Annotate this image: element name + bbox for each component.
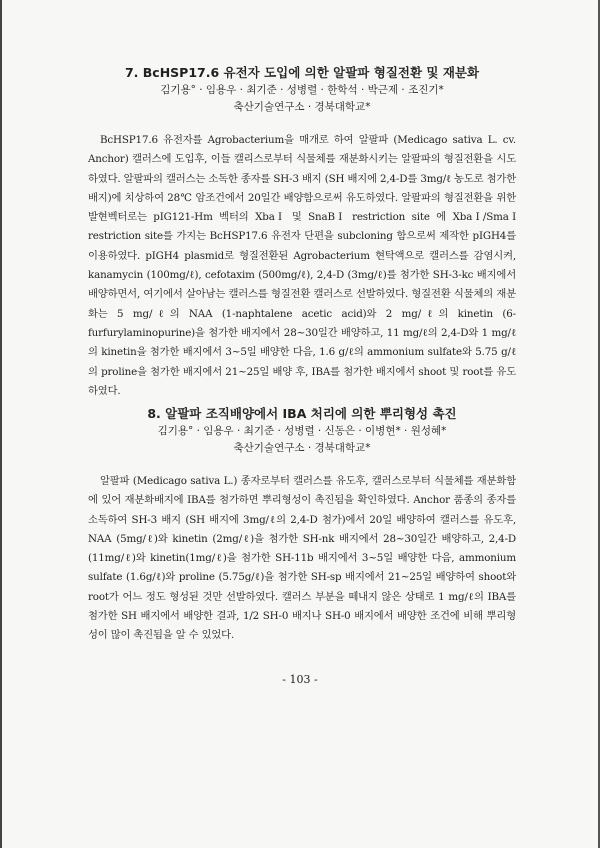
section-7-paragraph: BcHSP17.6 유전자를 Agrobacterium을 매개로 하여 알팔파 (Medicago sativa L. cv. Anchor) 캘러스에 도입후, 이들 캘리스로부터 식물체를 재분화시키는 알팔파의 형질전환을 시도하였다. 알팔파의 캘러스는 소독한 종자를 SH-3 배지 (SH 배지에 2,4-D를 3mg/ℓ 농도로 첨가한 배지)에 치상하여 28℃ 암조건에서 20일간 배양함으로써 유도하였다. 알팔파의 형질전환을 위한 발현벡터로는 pIG121-Hm 벡터의 XbaⅠ 및 SnaBⅠ restriction site 에 XbaⅠ/SmaⅠ restriction site를 가지는 BcHSP17.6 유전자 단편을 subcloning 함으로써 제작한 pIGH4를 이용하였다. pIGH4 plasmid로 형질전환된 Agrobacterium 현탁액으로 캘러스를 감염시켜, kanamycin (100mg/ℓ), cefotaxim (500mg/ℓ), 2,4-D (3mg/ℓ)를 첨가한 SH-3-kc 배지에서 배양하면서, 여기에서 살아남는 캘러스를 형질전환 캘러스로 선발하였다. 형질전환 식물체의 재분화는 5 mg/ℓ의 NAA (1-naphtalene acetic acid)와 2 mg/ℓ의 kinetin (6-furfurylaminopurine)을 첨가한 배지에서 28~30일간 배양하고, 11 mg/ℓ의 2,4-D와 1 mg/ℓ의 kinetin을 첨가한 배지에서 3~5일 배양한 다음, 1.6 g/ℓ의 ammonium sulfate와 5.75 g/ℓ의 proline을 첨가한 배지에서 21~25일 배양 후, IBA를 첨가한 배지에서 shoot 및 root를 유도하였다. (88, 134, 516, 397)
section-7-affiliation: 축산기술연구소 · 경북대학교* (233, 101, 371, 113)
section-7-authors: 김기용° · 임용우 · 최기준 · 성병렬 · 한학석 · 박근제 · 조진기* (160, 84, 444, 96)
section-7-body (88, 131, 516, 401)
section-8-authors: 김기용° · 임용우 · 최기준 · 성병렬 · 신동은 · 이병현* · 원성혜* (157, 425, 447, 437)
section-8-affiliation: 축산기술연구소 · 경북대학교* (233, 442, 371, 454)
page-number: - 103 - (282, 673, 318, 686)
section-7 (88, 64, 516, 401)
section-7-title: 7. BcHSP17.6 유전자 도입에 의한 알팔파 형질전환 및 재분화 (124, 65, 480, 80)
section-8-body (88, 472, 516, 646)
section-8-paragraph: 알팔파 (Medicago sativa L.) 종자로부터 캘러스를 유도후, 캘러스로부터 식물체를 재분화함에 있어 재분화배지에 IBA를 첨가하면 뿌리형성이 촉진됨을 확인하였다. Anchor 품종의 종자를 소독하여 SH-3 배지 (SH 배지에 3mg/ℓ의 2,4-D 첨가)에서 20일 배양하여 캘러스를 유도후, NAA (5mg/ℓ)와 kinetin (2mg/ℓ)을 첨가한 SH-nk 배지에서 28~30일간 배양하고, 2,4-D (11mg/ℓ)와 kinetin(1mg/ℓ)을 첨가한 SH-11b 배지에서 3~5일 배양한 다음, ammonium sulfate (1.6g/ℓ)와 proline (5.75g/ℓ)을 첨가한 SH-sp 배지에서 21~25일 배양하여 shoot와 root가 어느 정도 형성된 것만 선발하였다. 캘러스 부분을 떼내지 않은 상태로 1 mg/ℓ의 IBA를 첨가한 SH 배지에서 배양한 결과, 1/2 SH-0 배지나 SH-0 배지에서 배양한 조건에 비해 뿌리형성이 많이 촉진됨을 알 수 있었다. (88, 475, 516, 642)
section-8-title: 8. 알팔파 조직배양에서 IBA 처리에 의한 뿌리형성 촉진 (147, 406, 457, 421)
section-8 (88, 405, 516, 646)
page-left-border (0, 0, 2, 848)
